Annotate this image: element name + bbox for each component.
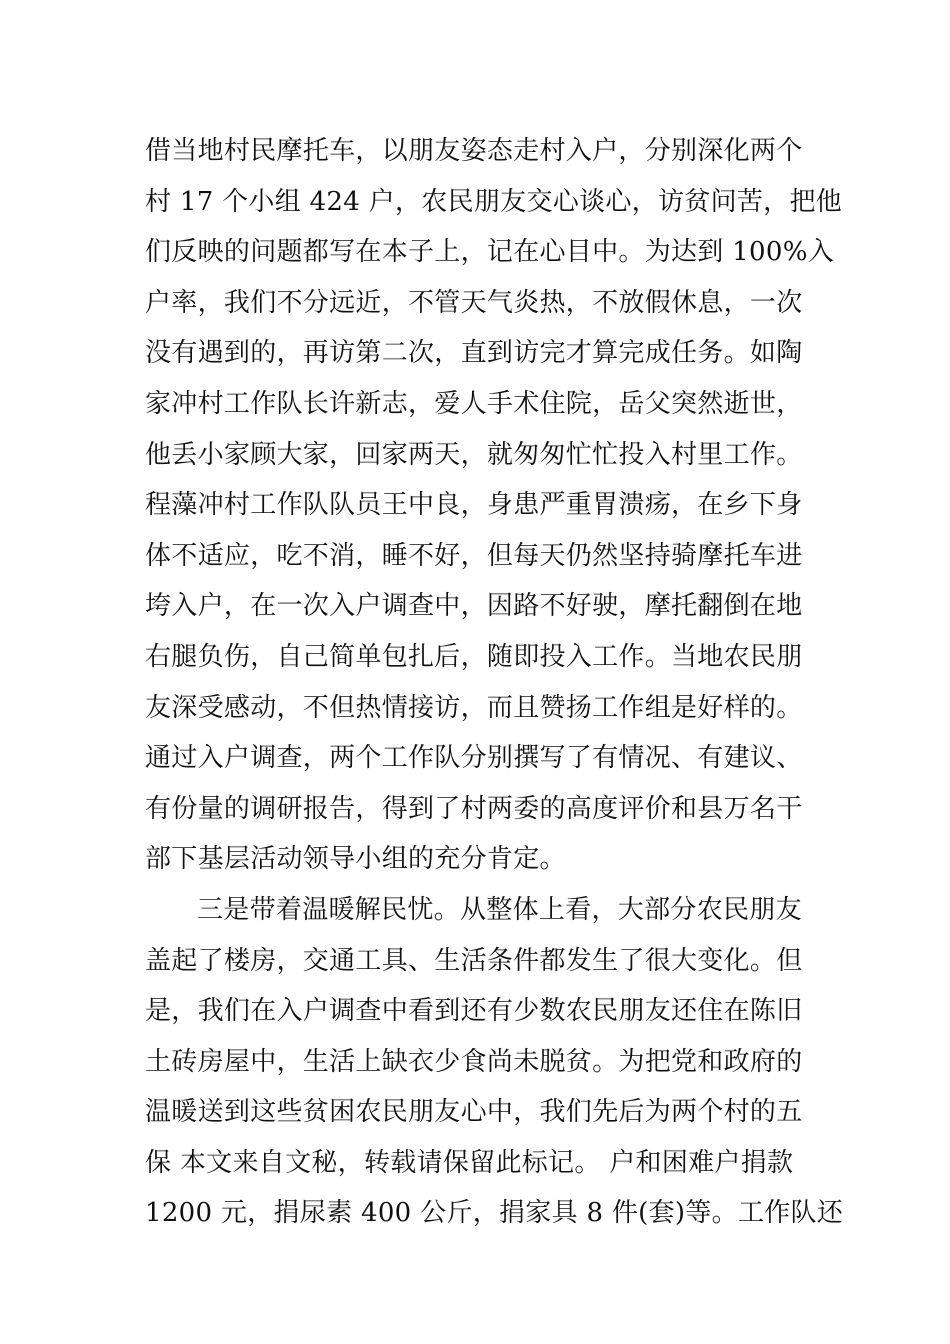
text-line: 他丢小家顾大家，回家两天，就匆匆忙忙投入村里工作。 [145, 439, 803, 470]
text-line: 温暖送到这些贫困农民朋友心中，我们先后为两个村的五 [145, 1097, 803, 1128]
text-line: 家冲村工作队长许新志，爱人手术住院，岳父突然逝世， [145, 388, 803, 419]
body-text [145, 126, 844, 1239]
text-line: 借当地村民摩托车，以朋友姿态走村入户，分别深化两个 [145, 136, 803, 166]
text-line: 土砖房屋中，生活上缺衣少食尚未脱贫。为把党和政府的 [145, 1046, 803, 1077]
text-line: 1200 元，捐尿素 400 公斤，捐家具 8 件(套)等。工作队还 [145, 1198, 844, 1229]
text-line: 友深受感动，不但热情接访，而且赞扬工作组是好样的。 [145, 692, 803, 723]
paragraph-start-line: 三是带着温暖解民忧。从整体上看，大部分农民朋友 [197, 894, 802, 925]
text-line: 们反映的问题都写在本子上，记在心目中。为达到 100%入 [145, 237, 834, 268]
text-line: 右腿负伤，自己简单包扎后，随即投入工作。当地农民朋 [145, 641, 803, 672]
text-line: 盖起了楼房，交通工具、生活条件都发生了很大变化。但 [145, 945, 803, 976]
text-line: 没有遇到的，再访第二次，直到访完才算完成任务。如陶 [145, 338, 803, 369]
text-line: 体不适应，吃不消，睡不好，但每天仍然坚持骑摩托车进 [145, 540, 803, 571]
text-line: 保 本文来自文秘，转载请保留此标记。 户和困难户捐款 [145, 1147, 794, 1178]
text-line: 通过入户调查，两个工作队分别撰写了有情况、有建议、 [145, 743, 803, 774]
text-line: 程藻冲村工作队队员王中良，身患严重胃溃疡，在乡下身 [145, 490, 803, 521]
text-line: 是，我们在入户调查中看到还有少数农民朋友还住在陈旧 [145, 996, 803, 1027]
text-line: 有份量的调研报告，得到了村两委的高度评价和县万名干 [145, 793, 803, 824]
text-line: 户率，我们不分远近，不管天气炎热，不放假休息，一次 [145, 287, 803, 318]
text-line: 垮入户，在一次入户调查中，因路不好驶，摩托翻倒在地 [145, 591, 803, 622]
text-line: 村 17 个小组 424 户，农民朋友交心谈心，访贫问苦，把他 [145, 186, 843, 217]
text-line: 部下基层活动领导小组的充分肯定。 [145, 844, 566, 875]
